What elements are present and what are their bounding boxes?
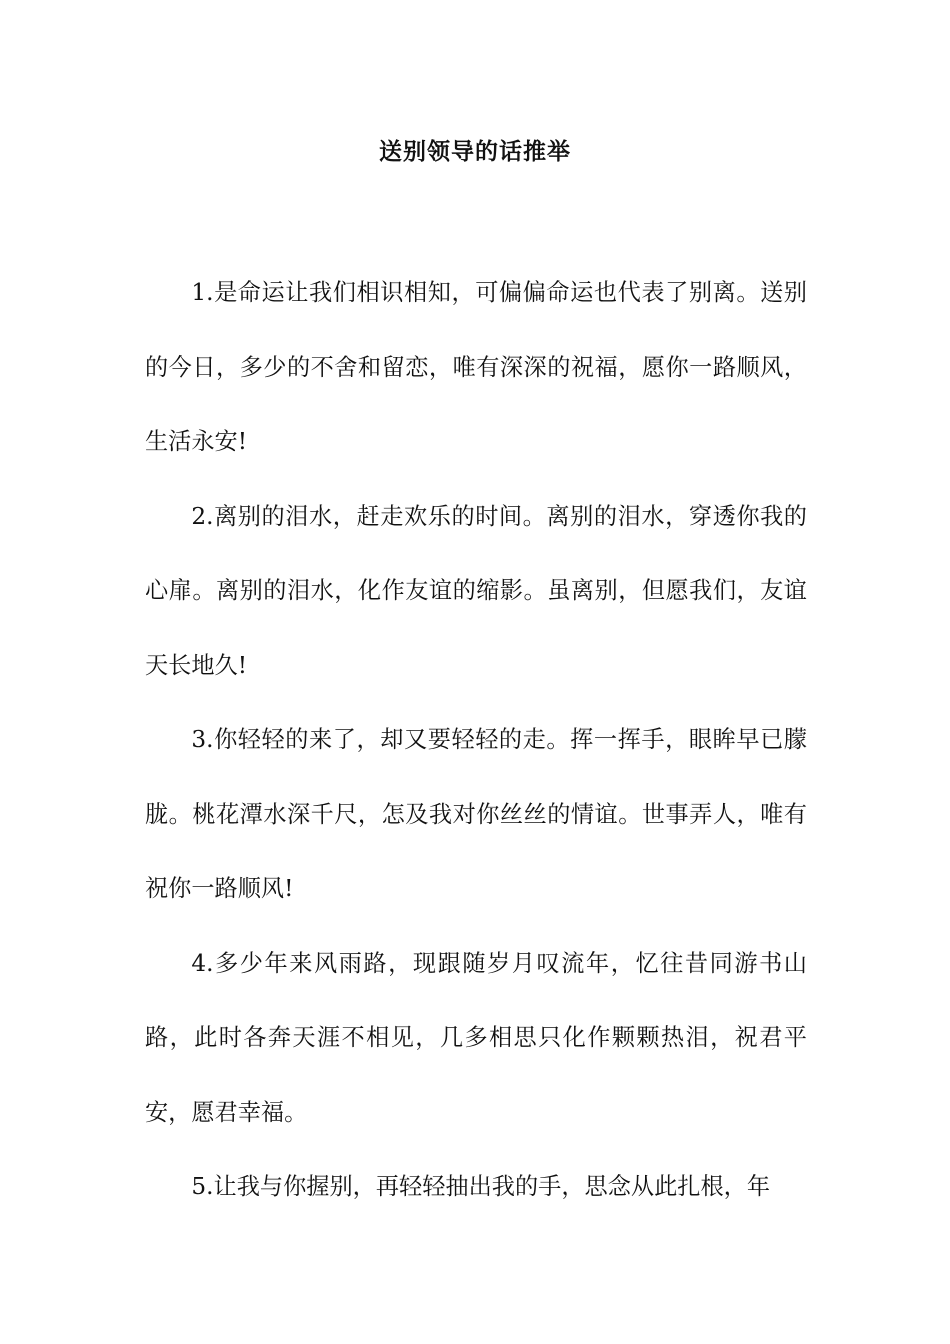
paragraph-5: 5.让我与你握别，再轻轻抽出我的手，思念从此扎根，年 <box>191 1173 771 1200</box>
document-body <box>145 256 807 1225</box>
paragraph-3: 3.你轻轻的来了，却又要轻轻的走。挥一挥手，眼眸早已朦胧。桃花潭水深千尺，怎及我对你丝丝的情谊。世事弄人，唯有祝你一路顺风! <box>145 726 807 902</box>
document-title: 送别领导的话推举 <box>379 139 571 165</box>
paragraph-2: 2.离别的泪水，赶走欢乐的时间。离别的泪水，穿透你我的心扉。离别的泪水，化作友谊的缩影。虽离别，但愿我们，友谊天长地久! <box>145 502 807 679</box>
paragraph-4: 4.多少年来风雨路，现跟随岁月叹流年，忆往昔同游书山路，此时各奔天涯不相见，几多相思只化作颗颗热泪，祝君平安，愿君幸福。 <box>145 949 807 1126</box>
paragraph-1: 1.是命运让我们相识相知，可偏偏命运也代表了别离。送别的今日，多少的不舍和留恋，唯有深深的祝福，愿你一路顺风，生活永安! <box>145 279 807 455</box>
